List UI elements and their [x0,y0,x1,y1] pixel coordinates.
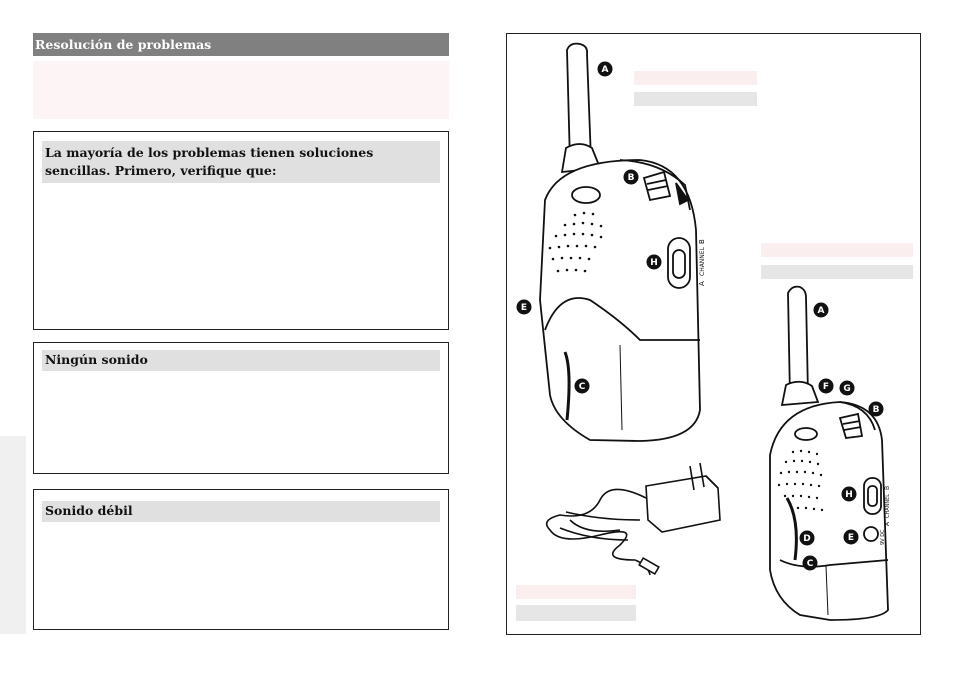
callout-c-baby [803,556,818,571]
general-checks-title: La mayoría de los problemas tienen soluciones sencillas. Primero, verifique que: [42,141,440,183]
callout-h-parent-letter: H [650,258,658,268]
parent-channel-labels [698,239,706,286]
callout-c-baby-letter: C [806,559,814,569]
callout-e-parent [517,300,532,315]
callout-g-baby-letter: G [843,384,851,394]
baby-dc-text: 9V DC [880,529,886,545]
callout-h-baby-letter: H [845,490,853,500]
callout-f-baby-letter: F [822,382,830,392]
parent-channel-text: CHANNEL [699,247,706,276]
no-sound-title: Ningún sonido [42,350,440,371]
callout-a-parent-letter: A [601,65,609,75]
callout-e-baby-letter: E [847,533,855,543]
parent-unit [540,44,700,441]
callout-e-baby [844,530,859,545]
callout-d-baby [800,531,815,546]
callout-a-baby-letter: A [817,306,825,316]
section-title: Resolución de problemas [35,37,212,52]
power-adapter [547,463,720,575]
callout-b-baby-letter: B [872,405,880,415]
callout-d-baby-letter: D [803,534,811,544]
callout-a-parent [598,62,613,77]
callout-c-parent [575,379,590,394]
callout-e-parent-letter: E [520,303,528,313]
baby-channel-b: B [884,485,891,490]
callout-g-baby [840,381,855,396]
callout-a-baby [814,303,829,318]
baby-channel-a: A [884,521,891,526]
parent-channel-a: A [698,281,706,286]
callout-f-baby [819,379,834,394]
callout-b-baby [869,402,884,417]
callout-b-parent-letter: B [627,173,635,183]
weak-sound-title: Sonido débil [42,501,440,522]
baby-channel-text: CHANNEL [885,493,891,518]
baby-dc-label [880,529,886,545]
callout-c-parent-letter: C [578,382,586,392]
callout-h-baby [842,487,857,502]
callout-b-parent [624,170,639,185]
callout-h-parent [647,255,662,270]
parent-channel-b: B [698,239,706,244]
baby-unit [770,287,888,620]
